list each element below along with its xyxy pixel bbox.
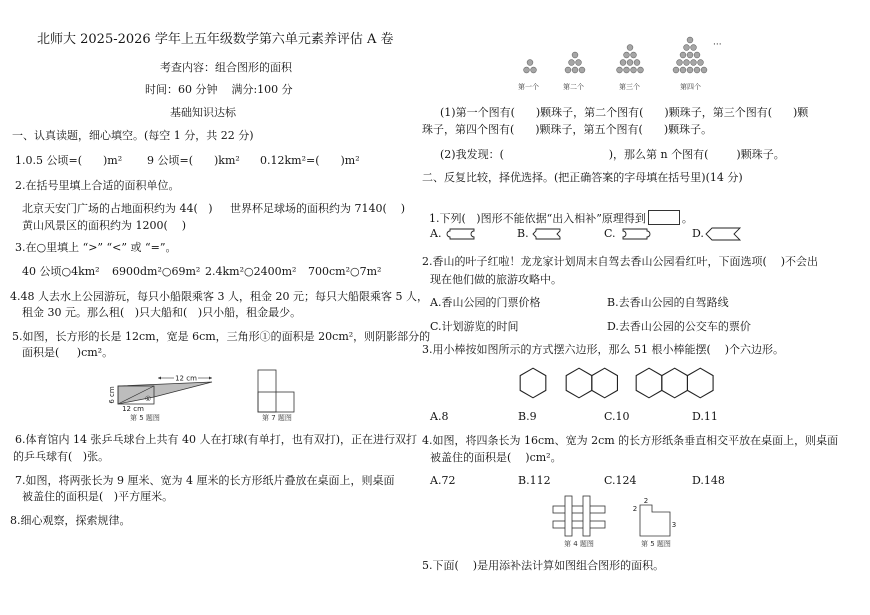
bead-figure-1 xyxy=(524,60,537,73)
p2-q1-option-a-label: A. xyxy=(430,227,442,240)
bead xyxy=(569,60,575,66)
p2-q2-option-b: B.去香山公园的自驾路线 xyxy=(607,296,729,309)
level-heading: 基础知识达标 xyxy=(170,106,236,119)
left-edge-label: 2 xyxy=(632,505,638,513)
p2-q3-option-c: C.10 xyxy=(604,410,630,423)
bead xyxy=(673,67,679,73)
bead xyxy=(684,45,690,51)
hexagon-sticks-figure xyxy=(515,366,720,400)
p2-q3-option-a: A.8 xyxy=(430,410,449,423)
top-edge-label: 2 xyxy=(643,497,649,505)
exam-scope: 考查内容：组合图形的面积 xyxy=(160,61,292,74)
composite-shape xyxy=(640,505,670,536)
p2-q5-prompt: 5.下面( )是用添补法计算如图组合图形的面积。 xyxy=(422,559,665,572)
p2-q4-line-1: 4.如图，将四条长为 16cm、宽为 2cm 的长方形纸条垂直相交平放在桌面上，则桌面 xyxy=(422,434,839,447)
q1-item-1: 1.0.5 公顷=( )m² xyxy=(15,154,123,167)
shape-bump-dent xyxy=(447,229,474,239)
q2-prompt: 2.在括号里填上合适的面积单位。 xyxy=(15,179,180,192)
q7-line-1: 7.如图，将两张长为 9 厘米、宽为 4 厘米的长方形纸片叠放在桌面上，则桌面 xyxy=(15,474,395,487)
p2-q2-option-a: A.香山公园的门票价格 xyxy=(430,296,541,309)
q3-item-2: 6900dm²○69m² xyxy=(112,265,201,278)
target-rectangle-box xyxy=(648,210,680,225)
exam-title: 北师大 2025-2026 学年上五年级数学第六单元素养评估 A 卷 xyxy=(37,32,394,47)
hexagon-group-1 xyxy=(520,368,546,398)
p2-q1-option-a-shape xyxy=(444,226,480,242)
q3-item-1: 40 公顷○4km² xyxy=(22,265,100,278)
triangle-label: ① xyxy=(144,395,152,403)
p2-q4-caption: 第 4 题图 xyxy=(564,540,594,548)
p2-q4-option-c: C.124 xyxy=(604,474,637,487)
hexagon xyxy=(662,368,688,398)
hexagon xyxy=(566,368,592,398)
q2-item-3: 黄山风景区的面积约为 1200( ) xyxy=(22,219,187,232)
bead xyxy=(524,67,530,73)
q8-prompt: 8.细心观察，探索规律。 xyxy=(10,514,131,527)
p2-q1-prompt: 1.下列( )图形不能依据“出入相补”原理得到 xyxy=(429,212,646,225)
p2-q2-option-d: D.去香山公园的公交车的票价 xyxy=(607,320,751,333)
bead-figure-4 xyxy=(673,37,707,73)
hexagon xyxy=(687,368,713,398)
bead xyxy=(627,45,633,51)
q4-line-1: 4.48 人去水上公园游玩，每只小船限乘客 3 人，租金 20 元；每只大船限乘客 5 人， xyxy=(10,290,428,303)
bead xyxy=(687,52,693,58)
shape-chevron xyxy=(706,228,740,240)
bead xyxy=(701,67,707,73)
hexagon-group-2 xyxy=(566,368,617,398)
bead xyxy=(572,52,578,58)
bead xyxy=(680,52,686,58)
bead xyxy=(631,67,637,73)
bead xyxy=(634,60,640,66)
bead xyxy=(687,37,693,43)
p2-q2-option-c: C.计划游览的时间 xyxy=(430,320,519,333)
q1-item-3: 0.12km²=( )m² xyxy=(260,154,360,167)
hexagon xyxy=(636,368,662,398)
arrowhead-left xyxy=(158,377,161,380)
bead xyxy=(684,60,690,66)
part2-heading: 二、反复比较，择优选择。(把正确答案的字母填在括号里)(14 分) xyxy=(422,171,743,184)
bead xyxy=(691,45,697,51)
q7-line-2: 被盖住的面积是( )平方厘米。 xyxy=(22,490,174,503)
p2-q4-option-b: B.112 xyxy=(518,474,551,487)
q3-prompt: 3.在○里填上 “>” “<” 或 “=”。 xyxy=(15,241,177,254)
width-label: 6 cm xyxy=(108,386,116,404)
bead-label-1: 第一个 xyxy=(518,83,539,91)
bead xyxy=(694,67,700,73)
hexagon-group-3 xyxy=(636,368,713,398)
p2-q3-option-b: B.9 xyxy=(518,410,537,423)
bead xyxy=(617,67,623,73)
bead xyxy=(698,60,704,66)
q8-sub2: (2)我发现：( )，那么第 n 个图有( )颗珠子。 xyxy=(440,148,785,161)
bead xyxy=(691,60,697,66)
bottom-length-label: 12 cm xyxy=(122,405,144,413)
p2-q5-figure xyxy=(626,498,678,540)
bead-figure-3 xyxy=(617,45,644,73)
p2-q1-option-c-shape xyxy=(617,226,653,242)
exam-time-score: 时间：60 分钟 满分:100 分 xyxy=(145,83,293,96)
q8-sub1-line-2: 珠子，第四个图有( )颗珠子，第五个图有( )颗珠子。 xyxy=(422,123,713,136)
bead xyxy=(572,67,578,73)
bead xyxy=(687,67,693,73)
right-edge-label: 3 xyxy=(671,521,677,529)
q7-caption: 第 7 题图 xyxy=(262,414,292,422)
bead xyxy=(531,67,537,73)
hexagon xyxy=(592,368,618,398)
q1-item-2: 9 公顷=( )km² xyxy=(147,154,240,167)
shaded-region xyxy=(118,382,212,404)
pattern-ellipsis: ··· xyxy=(713,40,722,50)
q6-line-1: 6.体育馆内 14 张乒乓球台上共有 40 人在打球(有单打，也有双打)，正在进行双打 xyxy=(15,433,418,446)
q6-line-2: 的乒乓球有( )张。 xyxy=(13,450,110,463)
q2-item-2: 世界杯足球场的面积约为 7140( ) xyxy=(230,202,406,215)
p2-q1-option-b-label: B. xyxy=(517,227,529,240)
bead xyxy=(694,52,700,58)
q5-figure xyxy=(95,370,220,414)
q4-line-2: 租金 30 元。那么租( )只大船和( )只小船，租金最少。 xyxy=(22,306,302,319)
q5-line-2: 面积是( )cm²。 xyxy=(22,346,114,359)
bead-label-2: 第二个 xyxy=(563,83,584,91)
horizontal-strip-2 xyxy=(553,521,605,528)
p2-q4-option-d: D.148 xyxy=(692,474,725,487)
vertical-paper xyxy=(258,370,276,412)
q3-item-3: 2.4km²○2400m² xyxy=(205,265,297,278)
p2-q4-option-a: A.72 xyxy=(430,474,456,487)
bead xyxy=(680,67,686,73)
p2-q1-end: 。 xyxy=(681,212,693,225)
part1-heading: 一、认真读题，细心填空。(每空 1 分，共 22 分) xyxy=(12,129,254,142)
p2-q2-line-2: 现在他们做的旅游攻略中。 xyxy=(430,273,562,286)
vertical-strip-2 xyxy=(583,496,590,536)
bead xyxy=(631,52,637,58)
bead xyxy=(579,67,585,73)
p2-q5-caption: 第 5 题图 xyxy=(641,540,671,548)
p2-q3-prompt: 3.用小棒按如图所示的方式摆六边形，那么 51 根小棒能摆( )个六边形。 xyxy=(422,343,785,356)
p2-q1-option-d-label: D. xyxy=(692,227,704,240)
bead xyxy=(638,67,644,73)
shape-triangle-notch xyxy=(533,229,560,239)
q5-caption: 第 5 题图 xyxy=(130,414,160,422)
p2-q1-option-b-shape xyxy=(530,226,566,242)
bead xyxy=(620,60,626,66)
p2-q4-line-2: 被盖住的面积是( )cm²。 xyxy=(430,451,562,464)
shape-dent-bump xyxy=(623,229,650,239)
bead-pattern-figure xyxy=(500,22,725,78)
q3-item-4: 700cm²○7m² xyxy=(308,265,382,278)
p2-q4-figure xyxy=(550,494,608,538)
bead-label-3: 第三个 xyxy=(619,83,640,91)
p2-q1-line xyxy=(422,196,693,226)
p2-q3-option-d: D.11 xyxy=(692,410,718,423)
p2-q2-line-1: 2.香山的叶子红啦！龙龙家计划周末自驾去香山公园看红叶，下面选项( )不会出 xyxy=(422,255,819,268)
q8-sub1-line-1: (1)第一个图有( )颗珠子，第二个图有( )颗珠子，第三个图有( )颗 xyxy=(440,106,809,119)
arrowhead-right xyxy=(209,377,212,380)
bead-label-4: 第四个 xyxy=(680,83,701,91)
top-length-label: 12 cm xyxy=(175,374,197,383)
bead-figure-2 xyxy=(565,52,585,73)
bead xyxy=(565,67,571,73)
vertical-strip-1 xyxy=(565,496,572,536)
horizontal-strip-1 xyxy=(553,506,605,513)
bead xyxy=(624,67,630,73)
bead xyxy=(677,60,683,66)
q7-figure xyxy=(252,368,304,414)
bead xyxy=(624,52,630,58)
p2-q1-option-c-label: C. xyxy=(604,227,616,240)
bead xyxy=(527,60,533,66)
hexagon xyxy=(520,368,546,398)
bead xyxy=(627,60,633,66)
q2-item-1: 北京天安门广场的占地面积约为 44( ) xyxy=(22,202,213,215)
q5-line-1: 5.如图，长方形的长是 12cm，宽是 6cm，三角形①的面积是 20cm²，则阴影部分的 xyxy=(12,330,431,343)
bead xyxy=(576,60,582,66)
p2-q1-option-d-shape xyxy=(704,226,744,242)
